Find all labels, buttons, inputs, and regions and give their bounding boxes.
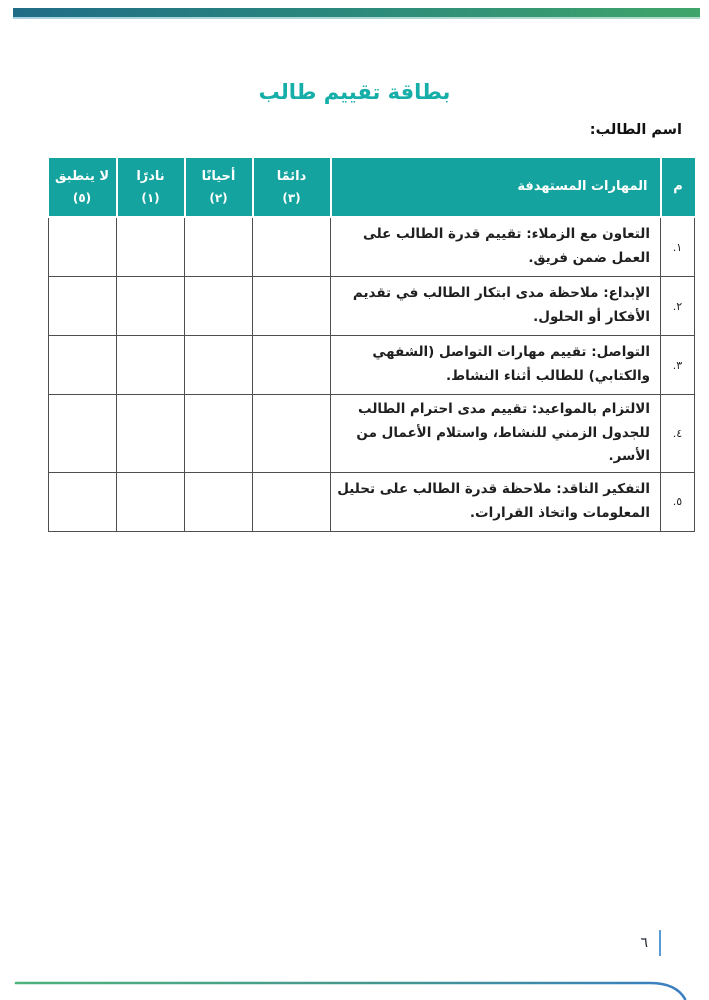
bottom-decoration-line: [8, 980, 703, 1000]
rating-cell-always[interactable]: [253, 472, 331, 531]
row-number: ٣.: [661, 336, 695, 395]
header-cell-sometimes: [185, 158, 253, 217]
rating-cell-rarely[interactable]: [117, 217, 185, 277]
header-cell-always: [253, 158, 331, 217]
page-title: بطاقة تقييم طالب: [258, 80, 451, 104]
skill-text: التعاون مع الزملاء: تقييم قدرة الطالب على العمل ضمن فريق.: [331, 217, 661, 277]
rating-cell-not-applicable[interactable]: [49, 336, 117, 395]
row-number: ٤.: [661, 395, 695, 473]
table-row: [49, 277, 695, 336]
rating-cell-always[interactable]: [253, 277, 331, 336]
header-cell-skills: [331, 158, 661, 217]
page-number-divider: [659, 930, 661, 956]
table-row: [49, 217, 695, 277]
header-cell-not-applicable: [49, 158, 117, 217]
skill-text: الالتزام بالمواعيد: تقييم مدى احترام الطالب للجدول الزمني للنشاط، واستلام الأعمال من الأسر.: [331, 395, 661, 473]
rating-cell-rarely[interactable]: [117, 472, 185, 531]
header-label: أحيانًا: [201, 168, 236, 184]
skill-text: التفكير الناقد: ملاحظة قدرة الطالب على تحليل المعلومات واتخاذ القرارات.: [331, 472, 661, 531]
header-score: (١): [141, 190, 160, 205]
table-row: [49, 472, 695, 531]
rating-cell-always[interactable]: [253, 217, 331, 277]
header-label: نادرًا: [136, 168, 165, 184]
rating-cell-not-applicable[interactable]: [49, 277, 117, 336]
skill-text: الإبداع: ملاحظة مدى ابتكار الطالب في تقديم الأفكار أو الحلول.: [331, 277, 661, 336]
rating-cell-rarely[interactable]: [117, 336, 185, 395]
rating-cell-sometimes[interactable]: [185, 472, 253, 531]
top-decoration-bar-highlight: [13, 17, 700, 19]
header-cell-rarely: [117, 158, 185, 217]
page-number-block: [640, 929, 661, 957]
header-label: م: [673, 178, 683, 194]
header-score: (٢): [209, 190, 228, 205]
row-number: ٥.: [661, 472, 695, 531]
header-label: المهارات المستهدفة: [517, 178, 648, 194]
table-body: [49, 217, 695, 531]
row-number: ٢.: [661, 277, 695, 336]
rating-cell-always[interactable]: [253, 395, 331, 473]
header-score: (٣): [282, 190, 301, 205]
rating-cell-always[interactable]: [253, 336, 331, 395]
rating-cell-rarely[interactable]: [117, 395, 185, 473]
rating-cell-rarely[interactable]: [117, 277, 185, 336]
rating-cell-sometimes[interactable]: [185, 217, 253, 277]
top-decoration-bar: [13, 8, 700, 17]
header-label: دائمًا: [276, 168, 307, 184]
rating-cell-not-applicable[interactable]: [49, 395, 117, 473]
rating-cell-sometimes[interactable]: [185, 277, 253, 336]
rating-cell-sometimes[interactable]: [185, 336, 253, 395]
header-cell-number: [661, 158, 695, 217]
skill-text: التواصل: تقييم مهارات التواصل (الشفهي والكتابي) للطالب أثناء النشاط.: [331, 336, 661, 395]
table-header-row: [49, 158, 695, 217]
table-row: [49, 395, 695, 473]
page-number: ٦: [640, 935, 648, 951]
table-row: [49, 336, 695, 395]
evaluation-table: [48, 158, 695, 532]
row-number: ١.: [661, 217, 695, 277]
rating-cell-not-applicable[interactable]: [49, 472, 117, 531]
header-label: لا ينطبق: [54, 168, 110, 184]
header-score: (٥): [72, 190, 92, 205]
student-name-label: اسم الطالب:: [589, 122, 682, 138]
rating-cell-not-applicable[interactable]: [49, 217, 117, 277]
rating-cell-sometimes[interactable]: [185, 395, 253, 473]
table-header: [49, 158, 695, 217]
